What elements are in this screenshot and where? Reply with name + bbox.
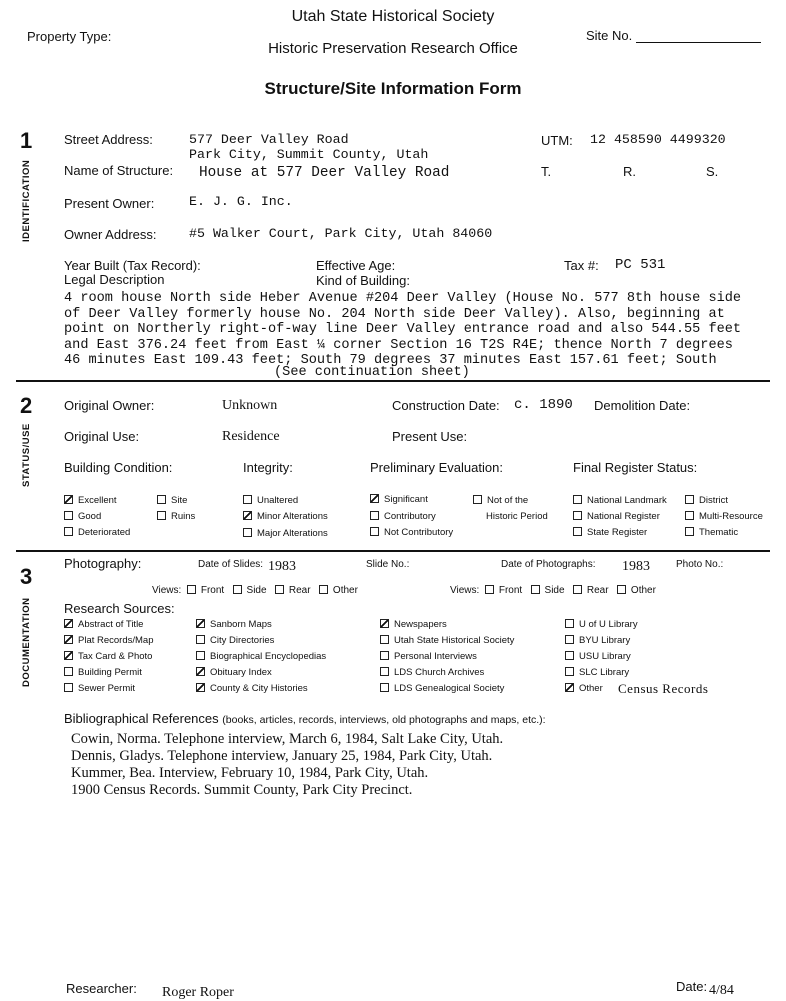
final-register-status-label: Final Register Status:	[573, 460, 698, 475]
date-of-photographs-value: 1983	[622, 559, 650, 574]
section-2-side-label: STATUS/USE	[21, 423, 32, 487]
bibliography-entry: Cowin, Norma. Telephone interview, March 6, 1984, Salt Lake City, Utah.	[71, 731, 504, 747]
slides-view-front-checkbox[interactable]: Front	[187, 585, 224, 596]
source-other-checkbox[interactable]: Other	[565, 683, 603, 694]
source-byu-checkbox[interactable]: BYU Library	[565, 635, 630, 646]
property-type-label: Property Type:	[27, 29, 112, 44]
source-city-directories-checkbox[interactable]: City Directories	[196, 635, 274, 646]
eval-contributory-checkbox[interactable]: Contributory	[370, 511, 436, 522]
date-of-slides-label: Date of Slides:	[198, 559, 264, 570]
bibliography-entry: 1900 Census Records. Summit County, Park City Precinct.	[71, 782, 413, 798]
date-of-photographs-label: Date of Photographs:	[501, 559, 596, 570]
effective-age-label: Effective Age:	[316, 258, 396, 273]
source-biographical-checkbox[interactable]: Biographical Encyclopedias	[196, 651, 326, 662]
street-address-label: Street Address:	[64, 132, 153, 147]
original-use-value: Residence	[222, 429, 280, 444]
kind-of-building-label: Kind of Building:	[316, 273, 410, 288]
legal-line: (See continuation sheet)	[274, 364, 470, 380]
section-1-side-label: IDENTIFICATION	[21, 159, 32, 242]
slide-no-label: Slide No.:	[366, 559, 410, 570]
researcher-label: Researcher:	[66, 981, 137, 996]
date-label: Date:	[676, 979, 708, 994]
source-sewer-permit-checkbox[interactable]: Sewer Permit	[64, 683, 135, 694]
final-state-register-checkbox[interactable]: State Register	[573, 527, 647, 538]
slides-view-rear-checkbox[interactable]: Rear	[275, 585, 311, 596]
owner-address-label: Owner Address:	[64, 227, 157, 242]
structure-name-label: Name of Structure:	[64, 163, 174, 178]
source-county-histories-checkbox[interactable]: County & City Histories	[196, 683, 308, 694]
section-divider	[16, 380, 770, 382]
photos-view-side-checkbox[interactable]: Side	[531, 585, 565, 596]
integrity-unaltered-checkbox[interactable]: Unaltered	[243, 495, 298, 506]
legal-line: of Deer Valley formerly house No. 204 North side Deer Valley). Also, beginning at	[64, 306, 725, 322]
eval-not-historic-checkbox[interactable]: Not of the	[473, 495, 528, 506]
final-national-landmark-checkbox[interactable]: National Landmark	[573, 495, 667, 506]
photo-no-label: Photo No.:	[676, 559, 724, 570]
original-use-label: Original Use:	[64, 429, 140, 444]
street-address-line2: Park City, Summit County, Utah	[189, 147, 429, 162]
legal-line: and East 376.24 feet from East ¼ corner Section 16 T2S R4E; thence North 7 degrees	[64, 337, 733, 353]
condition-good-checkbox[interactable]: Good	[64, 511, 101, 522]
original-owner-label: Original Owner:	[64, 398, 155, 413]
preliminary-evaluation-label: Preliminary Evaluation:	[370, 460, 503, 475]
present-owner-label: Present Owner:	[64, 196, 155, 211]
slides-view-other-checkbox[interactable]: Other	[319, 585, 358, 596]
section-divider	[16, 550, 770, 552]
bibliography-text	[71, 731, 503, 799]
source-ushs-checkbox[interactable]: Utah State Historical Society	[380, 635, 514, 646]
date-of-slides-value: 1983	[268, 559, 296, 574]
source-newspapers-checkbox[interactable]: Newspapers	[380, 619, 447, 630]
tax-number-value: PC 531	[615, 257, 666, 273]
date-value: 4/84	[709, 983, 734, 998]
present-use-label: Present Use:	[392, 429, 468, 444]
slides-views: Views: Front Side Rear Other	[152, 585, 358, 596]
photos-view-other-checkbox[interactable]: Other	[617, 585, 656, 596]
owner-address-value: #5 Walker Court, Park City, Utah 84060	[189, 226, 493, 241]
source-tax-card-checkbox[interactable]: Tax Card & Photo	[64, 651, 152, 662]
utm-value: 12 458590 4499320	[590, 132, 726, 147]
office-name: Historic Preservation Research Office	[268, 40, 518, 57]
present-owner-value: E. J. G. Inc.	[189, 194, 293, 209]
legal-description-label: Legal Description	[64, 272, 165, 287]
final-thematic-checkbox[interactable]: Thematic	[685, 527, 738, 538]
building-condition-label: Building Condition:	[64, 460, 173, 475]
form-title: Structure/Site Information Form	[264, 79, 522, 98]
integrity-major-alterations-checkbox[interactable]: Major Alterations	[243, 528, 328, 539]
source-u-of-u-checkbox[interactable]: U of U Library	[565, 619, 638, 630]
original-owner-value: Unknown	[222, 398, 278, 413]
condition-deteriorated-checkbox[interactable]: Deteriorated	[64, 527, 130, 538]
legal-description-text	[64, 291, 764, 380]
utm-label: UTM:	[541, 133, 573, 148]
source-abstract-checkbox[interactable]: Abstract of Title	[64, 619, 143, 630]
eval-historic-period-label: Historic Period	[486, 511, 548, 522]
slides-view-side-checkbox[interactable]: Side	[233, 585, 267, 596]
legal-line: point on Northerly right-of-way line Deer Valley entrance road and also 544.55 feet	[64, 322, 742, 337]
final-multi-resource-checkbox[interactable]: Multi-Resource	[685, 511, 763, 522]
construction-date-label: Construction Date:	[392, 398, 500, 413]
photos-view-front-checkbox[interactable]: Front	[485, 585, 522, 596]
section-label: S.	[706, 164, 719, 179]
final-national-register-checkbox[interactable]: National Register	[573, 511, 660, 522]
photos-view-rear-checkbox[interactable]: Rear	[573, 585, 609, 596]
source-slc-checkbox[interactable]: SLC Library	[565, 667, 629, 678]
researcher-value: Roger Roper	[162, 985, 234, 1000]
photography-label: Photography:	[64, 556, 142, 571]
structure-name-value: House at 577 Deer Valley Road	[199, 165, 450, 181]
range-label: R.	[623, 164, 636, 179]
township-label: T.	[541, 164, 552, 179]
source-lds-genealogical-checkbox[interactable]: LDS Genealogical Society	[380, 683, 504, 694]
research-sources-label: Research Sources:	[64, 601, 175, 616]
society-name: Utah State Historical Society	[291, 8, 495, 25]
section-3-side-label: DOCUMENTATION	[21, 597, 32, 687]
section-1-number: 1	[20, 128, 33, 153]
source-plat-records-checkbox[interactable]: Plat Records/Map	[64, 635, 154, 646]
construction-date-value: c. 1890	[514, 397, 573, 413]
source-lds-archives-checkbox[interactable]: LDS Church Archives	[380, 667, 484, 678]
year-built-label: Year Built (Tax Record):	[64, 258, 201, 273]
demolition-date-label: Demolition Date:	[594, 398, 691, 413]
integrity-label: Integrity:	[243, 460, 293, 475]
source-personal-interviews-checkbox[interactable]: Personal Interviews	[380, 651, 477, 662]
site-no-label: Site No.	[586, 28, 761, 43]
source-usu-checkbox[interactable]: USU Library	[565, 651, 631, 662]
eval-not-contributory-checkbox[interactable]: Not Contributory	[370, 527, 453, 538]
eval-significant-checkbox[interactable]: Significant	[370, 494, 428, 505]
street-address-line1: 577 Deer Valley Road	[189, 132, 349, 147]
bibliographical-references-label: Bibliographical References (books, articles, records, interviews, old photographs and maps, etc.):	[64, 711, 546, 726]
condition-ruins-checkbox[interactable]: Ruins	[157, 511, 195, 522]
section-2-number: 2	[20, 393, 33, 418]
integrity-minor-alterations-checkbox[interactable]: Minor Alterations	[243, 511, 328, 522]
source-other-value: Census Records	[618, 681, 709, 696]
tax-number-label: Tax #:	[564, 258, 599, 273]
bibliography-entry: Dennis, Gladys. Telephone interview, January 25, 1984, Park City, Utah.	[71, 748, 493, 764]
source-building-permit-checkbox[interactable]: Building Permit	[64, 667, 142, 678]
source-obituary-checkbox[interactable]: Obituary Index	[196, 667, 272, 678]
section-3-number: 3	[20, 564, 33, 589]
legal-line: 46 minutes East 109.43 feet; South 79 degrees 37 minutes East 157.61 feet; South	[64, 353, 717, 368]
photos-views: Views: Front Side Rear Other	[450, 585, 656, 596]
final-district-checkbox[interactable]: District	[685, 495, 728, 506]
bibliography-entry: Kummer, Bea. Interview, February 10, 1984, Park City, Utah.	[71, 765, 429, 781]
legal-line: 4 room house North side Heber Avenue #204 Deer Valley (House No. 577 8th house side	[64, 291, 742, 306]
condition-excellent-checkbox[interactable]: Excellent	[64, 495, 117, 506]
condition-site-checkbox[interactable]: Site	[157, 495, 187, 506]
source-sanborn-checkbox[interactable]: Sanborn Maps	[196, 619, 272, 630]
